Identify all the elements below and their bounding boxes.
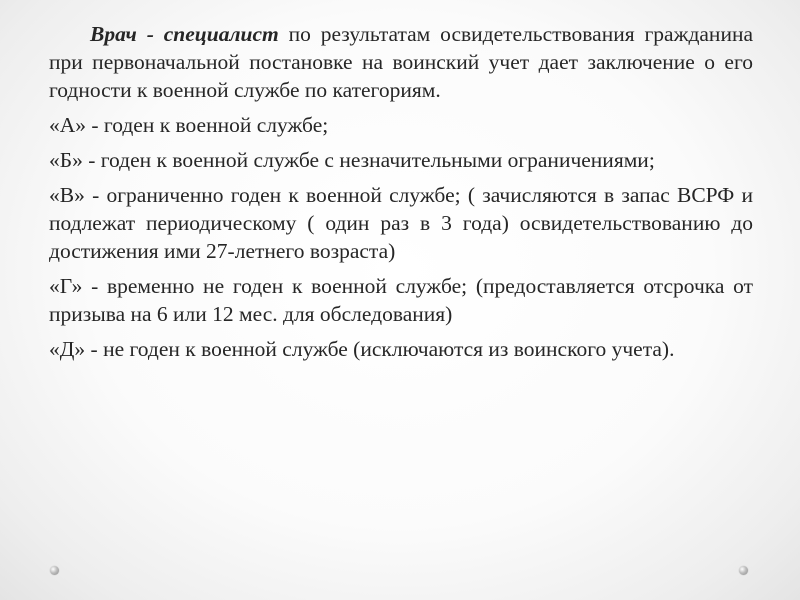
category-b: «Б» - годен к военной службе с незначительными ограничениями; <box>49 148 655 172</box>
category-v: «В» - ограниченно годен к военной службе; ( зачисляются в запас ВСРФ и подлежат периодическому ( один раз в 3 года) освидетельствованию до достижения ими 27-летнего возраста) <box>49 183 753 263</box>
intro-text: по результатам освидетельствования гражданина при первоначальной постановке на воинский учет дает заключение о его годности к военной службе по категориям. <box>49 22 753 102</box>
category-a: «А» - годен к военной службе; <box>49 113 329 137</box>
decorative-dot-left <box>50 566 59 575</box>
category-g: «Г» - временно не годен к военной службе; (предоставляется отсрочка от призыва на 6 или 12 мес. для обследования) <box>49 274 753 326</box>
intro-term: Врач - специалист <box>90 22 279 46</box>
slide-body <box>49 20 753 370</box>
category-d: «Д» - не годен к военной службе (исключаются из воинского учета). <box>49 337 675 361</box>
intro-paragraph <box>49 20 753 104</box>
decorative-dot-right <box>739 566 748 575</box>
